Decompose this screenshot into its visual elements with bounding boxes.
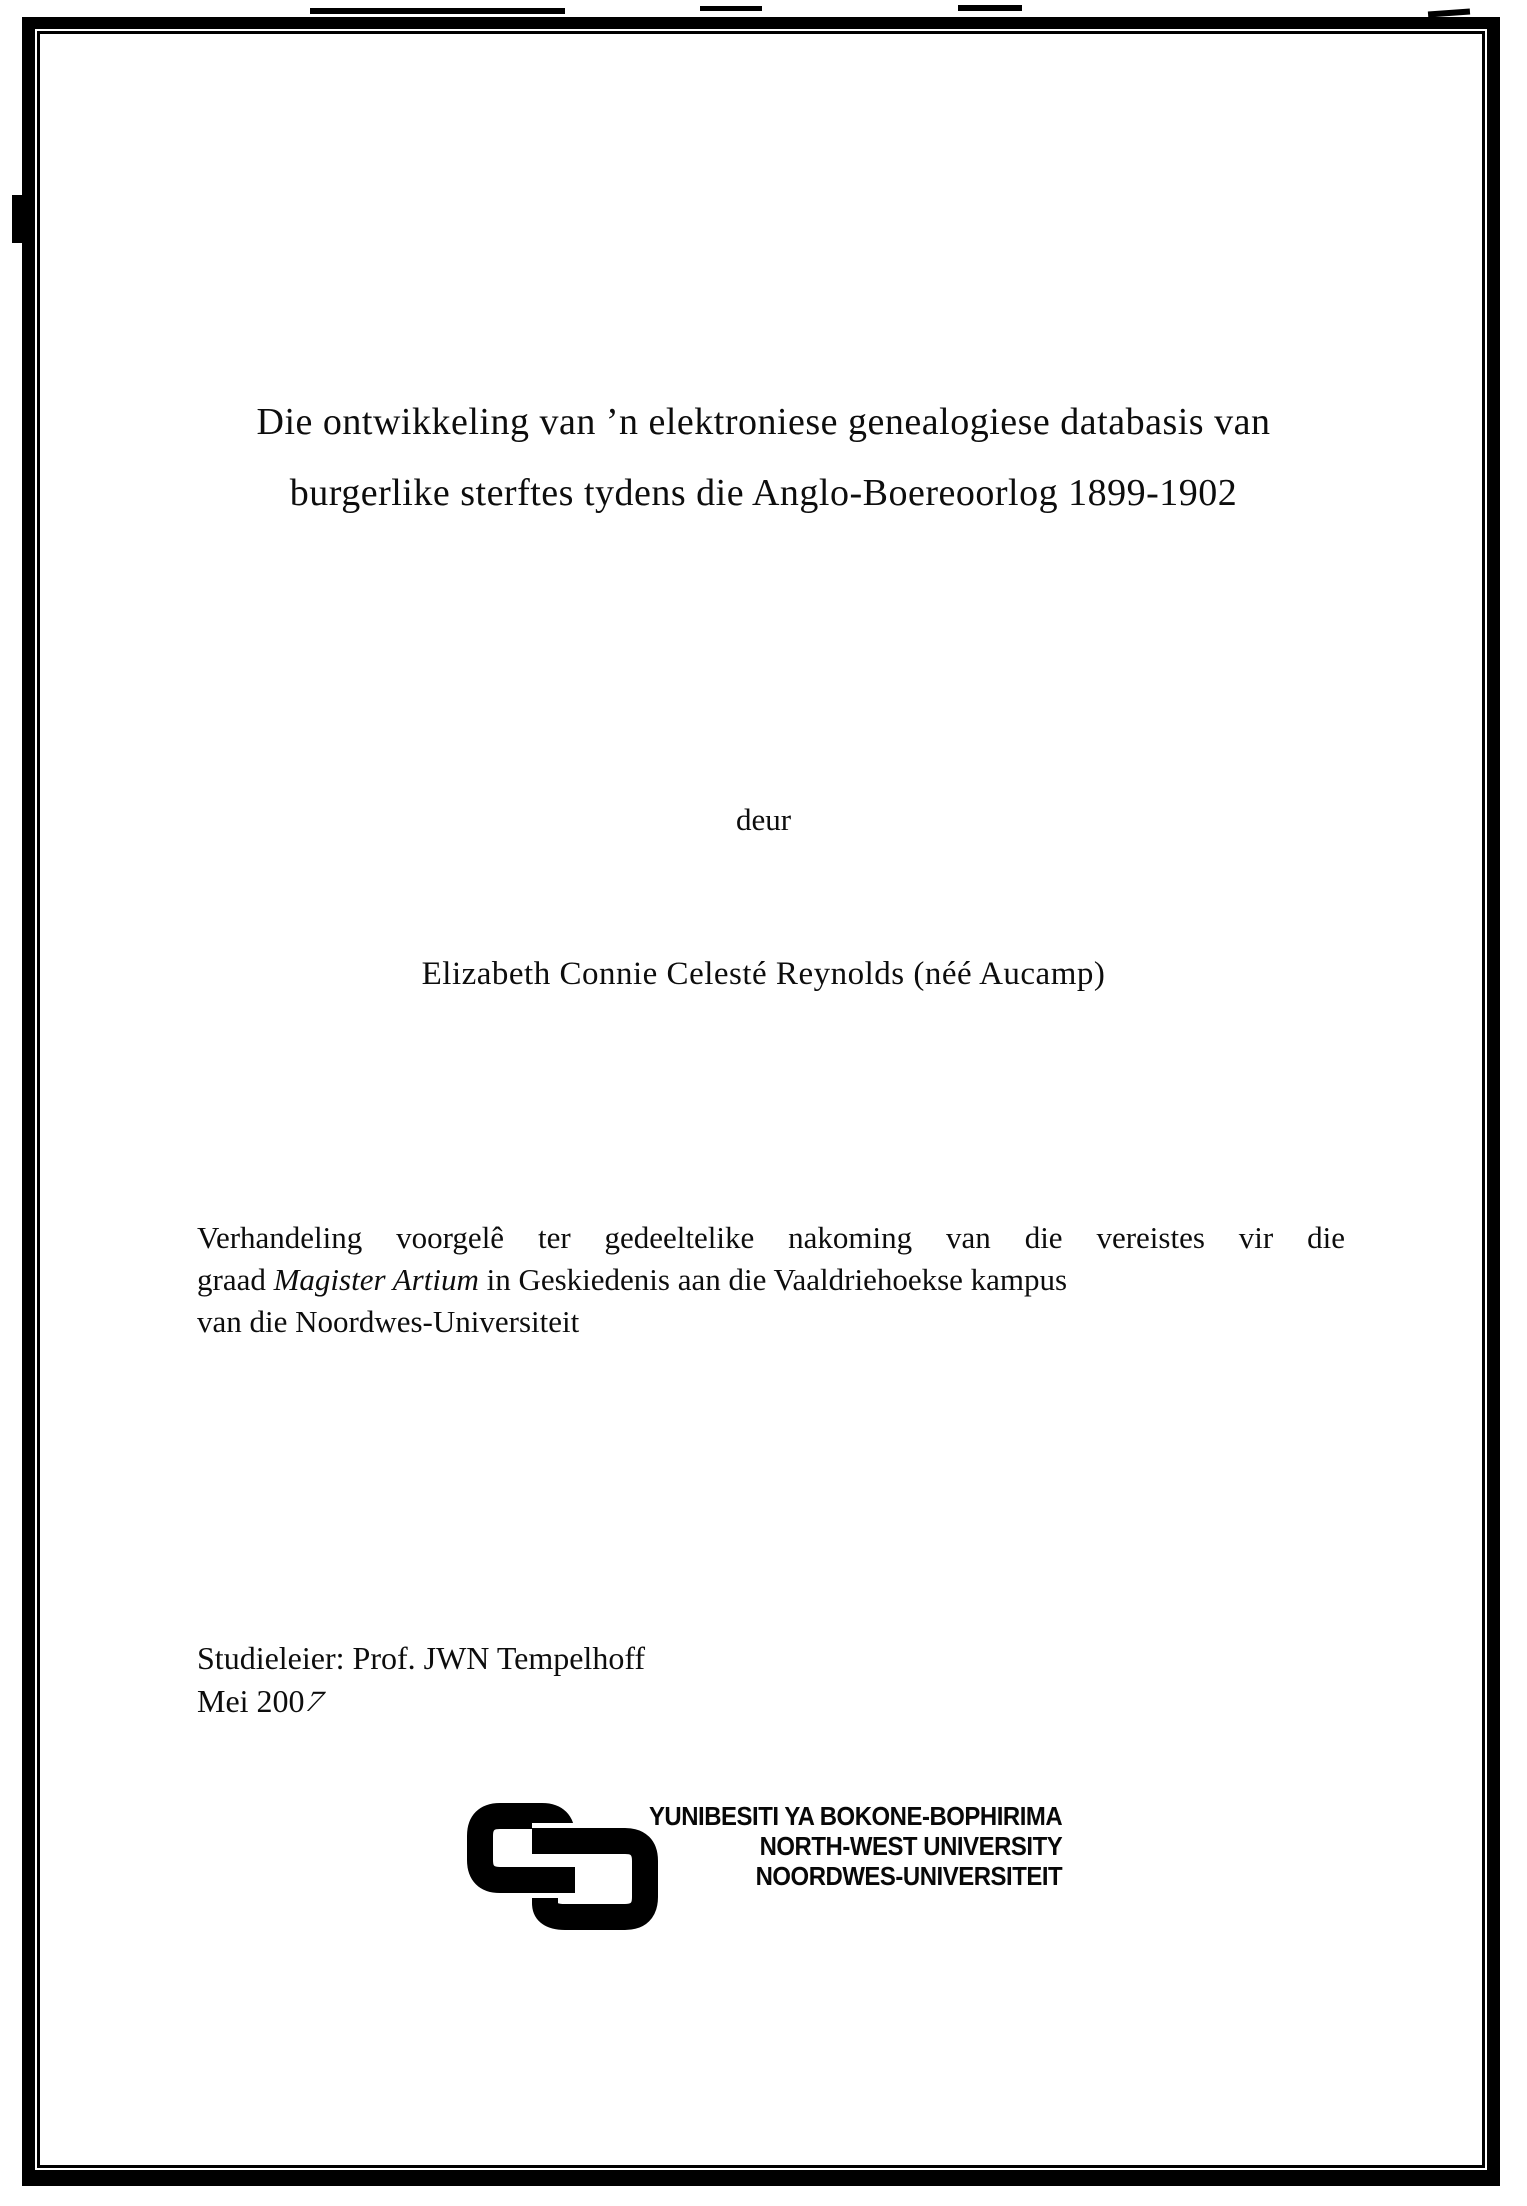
byline-deur: deur [735,802,792,837]
thesis-title-line-1: Die ontwikkeling van ’n elektroniese genealogiese databasis van [256,401,1271,443]
thesis-title-line-2: burgerlike sterftes tydens die Anglo-Boereoorlog 1899-1902 [289,472,1238,514]
scan-artifact [700,6,762,11]
university-name-block [649,1801,1062,1891]
logo-text-line-2: NORTH-WEST UNIVERSITY [759,1831,1062,1861]
degree-statement-line-2-prefix: graad [197,1262,274,1297]
scan-artifact [12,195,27,243]
date-line [197,1680,645,1723]
degree-statement-line-2 [197,1259,1345,1301]
nwu-chain-links-logo-icon [463,1795,663,1935]
supervisor-and-date [197,1637,645,1723]
degree-statement [197,1217,1345,1343]
logo-text-line-1: YUNIBESITI YA BOKONE-BOPHIRIMA [648,1801,1062,1831]
author-name: Elizabeth Connie Celesté Reynolds (néé Aucamp) [421,956,1106,992]
date-last-digit: 7 [300,1684,330,1718]
date-prefix: Mei 200 [197,1683,305,1719]
scan-artifact [310,8,565,14]
degree-statement-line-1: Verhandeling voorgelê ter gedeeltelike nakoming van die vereistes vir die [197,1220,1345,1255]
scan-artifact [958,5,1022,11]
logo-text-line-3: NOORDWES-UNIVERSITEIT [755,1861,1062,1891]
supervisor-line: Studieleier: Prof. JWN Tempelhoff [197,1640,646,1676]
degree-statement-line-2-suffix: in Geskiedenis aan die Vaaldriehoekse kampus [478,1262,1068,1297]
thesis-title [120,387,1407,529]
degree-statement-line-3: van die Noordwes-Universiteit [197,1304,580,1339]
degree-name-italic: Magister Artium [273,1262,479,1297]
